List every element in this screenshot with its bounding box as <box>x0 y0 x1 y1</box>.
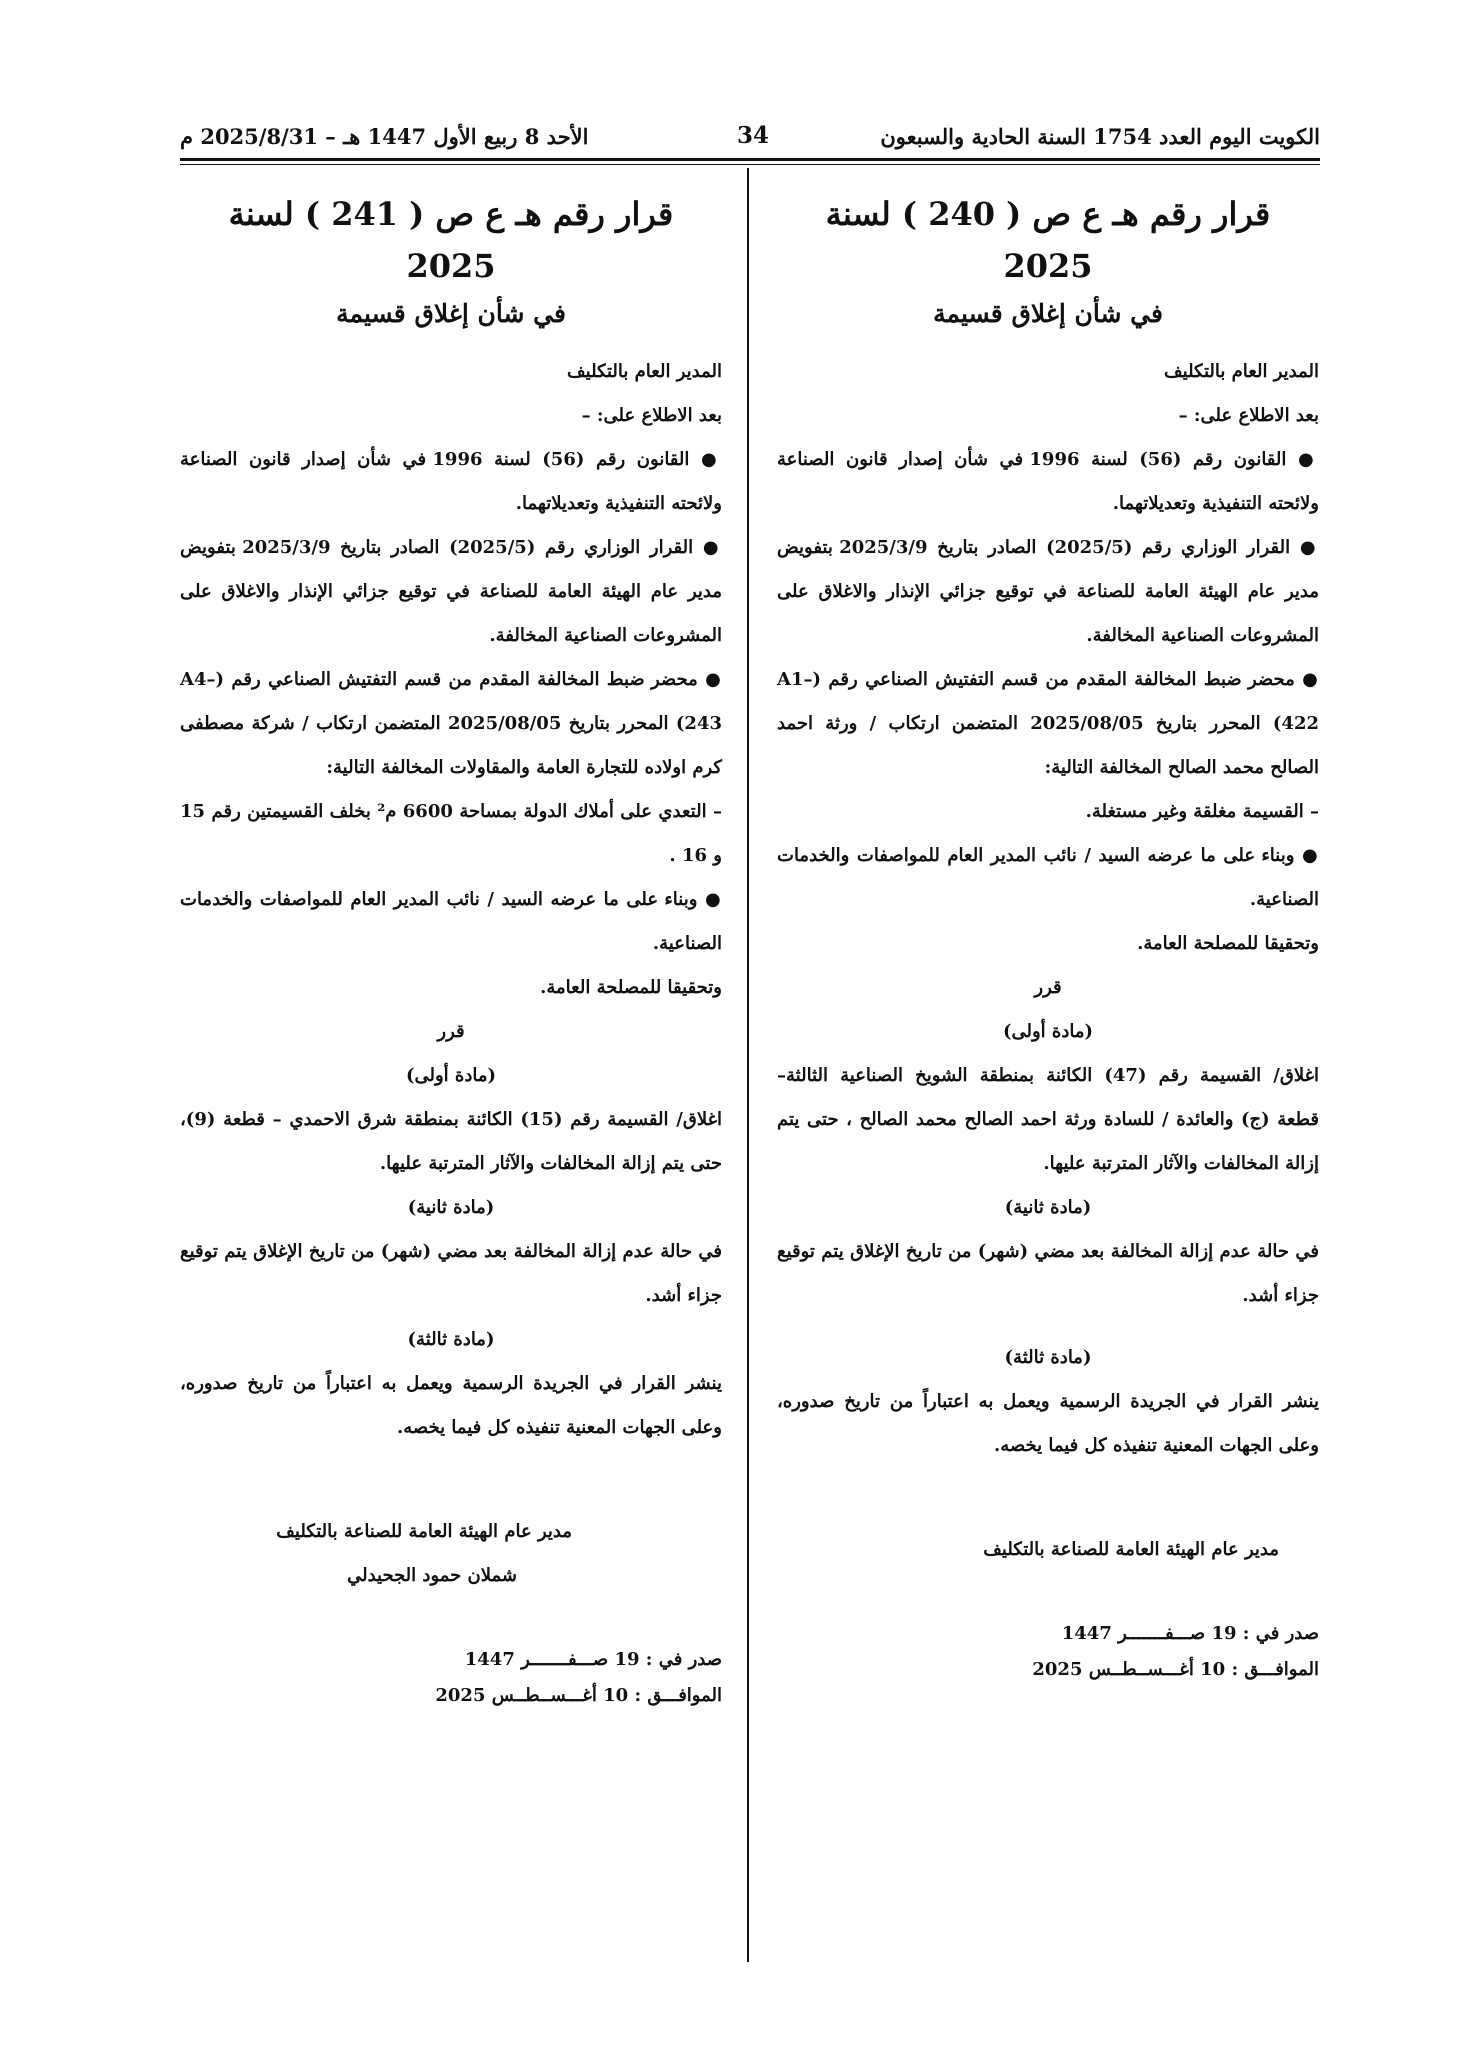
article-3-title: (مادة ثالثة) <box>407 1329 495 1350</box>
header-rule-thin <box>180 164 1320 165</box>
public-interest: وتحقيقا للمصلحة العامة. <box>1137 933 1319 954</box>
article-1-title: (مادة أولى) <box>405 1065 497 1086</box>
page-header <box>180 118 1320 154</box>
director-line: المدير العام بالتكليف <box>567 361 722 382</box>
signatory-title: مدير عام الهيئة العامة للصناعة بالتكليف <box>276 1521 572 1542</box>
based-on: ● وبناء على ما عرضه السيد / نائب المدير العام للمواصفات والخدمات الصناعية. <box>777 834 1319 922</box>
after-review: بعد الاطلاع على: – <box>581 405 722 426</box>
decided-heading: قرر <box>437 1021 465 1042</box>
decided-heading: قرر <box>1034 977 1062 998</box>
law-reference: ● القانون رقم (56) لسنة 1996 في شأن إصدار قانون الصناعة ولائحته التنفيذية وتعديلاتهما. <box>777 438 1319 526</box>
decision-240 <box>777 178 1319 1688</box>
article-1: اغلاق/ القسيمة رقم (15) الكائنة بمنطقة شرق الاحمدي – قطعة (9)، حتى يتم إزالة المخالفات والآثار المترتبة عليها. <box>180 1109 722 1174</box>
decision-title: قرار رقم هـ ع ص ( 241 ) لسنة 2025 <box>228 195 674 285</box>
decision-title: قرار رقم هـ ع ص ( 240 ) لسنة 2025 <box>825 195 1271 285</box>
issued-gregorian: الموافـــق : 10 أغـــســطــس 2025 <box>435 1685 722 1706</box>
violation-report: ● محضر ضبط المخالفة المقدم من قسم التفتيش الصناعي رقم (A1–422) المحرر بتاريخ 2025/08/05 المتضمن ارتكاب / ورثة احمد الصالح محمد الصالح المخالفة التالية: <box>777 658 1319 790</box>
issued-hijri: صدر في : 19 صـــفـــــــر 1447 <box>1061 1623 1319 1644</box>
article-3-title: (مادة ثالثة) <box>1004 1347 1092 1368</box>
column-divider <box>747 168 749 1962</box>
issued-gregorian: الموافـــق : 10 أغـــســطــس 2025 <box>1032 1659 1319 1680</box>
ministerial-reference: ● القرار الوزاري رقم (2025/5) الصادر بتاريخ 2025/3/9 بتفويض مدير عام الهيئة العامة للصناعة في توقيع جزائي الإنذار والاغلاق على المشروعات الصناعية المخالفة. <box>180 526 722 658</box>
based-on: ● وبناء على ما عرضه السيد / نائب المدير العام للمواصفات والخدمات الصناعية. <box>180 878 722 966</box>
article-1-title: (مادة أولى) <box>1002 1021 1094 1042</box>
signatory-name: شملان حمود الجحيدلي <box>347 1565 517 1586</box>
public-interest: وتحقيقا للمصلحة العامة. <box>540 977 722 998</box>
page-number: 34 <box>737 122 770 149</box>
article-1: اغلاق/ القسيمة رقم (47) الكائنة بمنطقة الشويخ الصناعية الثالثة– قطعة (ج) والعائدة / للسادة ورثة احمد الصالح محمد الصالح ، حتى يتم إزالة المخالفات والآثار المترتبة عليها. <box>777 1065 1319 1174</box>
ministerial-reference: ● القرار الوزاري رقم (2025/5) الصادر بتاريخ 2025/3/9 بتفويض مدير عام الهيئة العامة للصناعة في توقيع جزائي الإنذار والاغلاق على المشروعات الصناعية المخالفة. <box>777 526 1319 658</box>
header-rule <box>180 158 1320 161</box>
decision-subtitle: في شأن إغلاق قسيمة <box>933 299 1163 328</box>
gazette-issue: الكويت اليوم العدد 1754 السنة الحادية والسبعون <box>880 124 1320 149</box>
article-3: ينشر القرار في الجريدة الرسمية ويعمل به اعتباراً من تاريخ صدوره، وعلى الجهات المعنية تنفيذه كل فيما يخصه. <box>180 1373 722 1438</box>
decision-241 <box>180 178 722 1714</box>
issued-hijri: صدر في : 19 صـــفـــــــر 1447 <box>464 1649 722 1670</box>
violation-detail: – التعدي على أملاك الدولة بمساحة 6600 م² بخلف القسيمتين رقم 15 و 16 . <box>180 801 722 866</box>
violation-report: ● محضر ضبط المخالفة المقدم من قسم التفتيش الصناعي رقم (A4–243) المحرر بتاريخ 2025/08/05 المتضمن ارتكاب / شركة مصطفى كرم اولاده للتجارة العامة والمقاولات المخالفة التالية: <box>180 658 722 790</box>
article-2: في حالة عدم إزالة المخالفة بعد مضي (شهر) من تاريخ الإغلاق يتم توقيع جزاء أشد. <box>777 1241 1319 1306</box>
signatory-title: مدير عام الهيئة العامة للصناعة بالتكليف <box>983 1539 1279 1560</box>
issue-date: الأحد 8 ربيع الأول 1447 هـ – 2025/8/31 م <box>180 124 589 149</box>
director-line: المدير العام بالتكليف <box>1164 361 1319 382</box>
after-review: بعد الاطلاع على: – <box>1178 405 1319 426</box>
article-2-title: (مادة ثانية) <box>1004 1197 1092 1218</box>
article-2-title: (مادة ثانية) <box>407 1197 495 1218</box>
article-2: في حالة عدم إزالة المخالفة بعد مضي (شهر) من تاريخ الإغلاق يتم توقيع جزاء أشد. <box>180 1241 722 1306</box>
decision-subtitle: في شأن إغلاق قسيمة <box>336 299 566 328</box>
article-3: ينشر القرار في الجريدة الرسمية ويعمل به اعتباراً من تاريخ صدوره، وعلى الجهات المعنية تنفيذه كل فيما يخصه. <box>777 1391 1319 1456</box>
law-reference: ● القانون رقم (56) لسنة 1996 في شأن إصدار قانون الصناعة ولائحته التنفيذية وتعديلاتهما. <box>180 438 722 526</box>
violation-detail: – القسيمة مغلقة وغير مستغلة. <box>1085 801 1319 822</box>
